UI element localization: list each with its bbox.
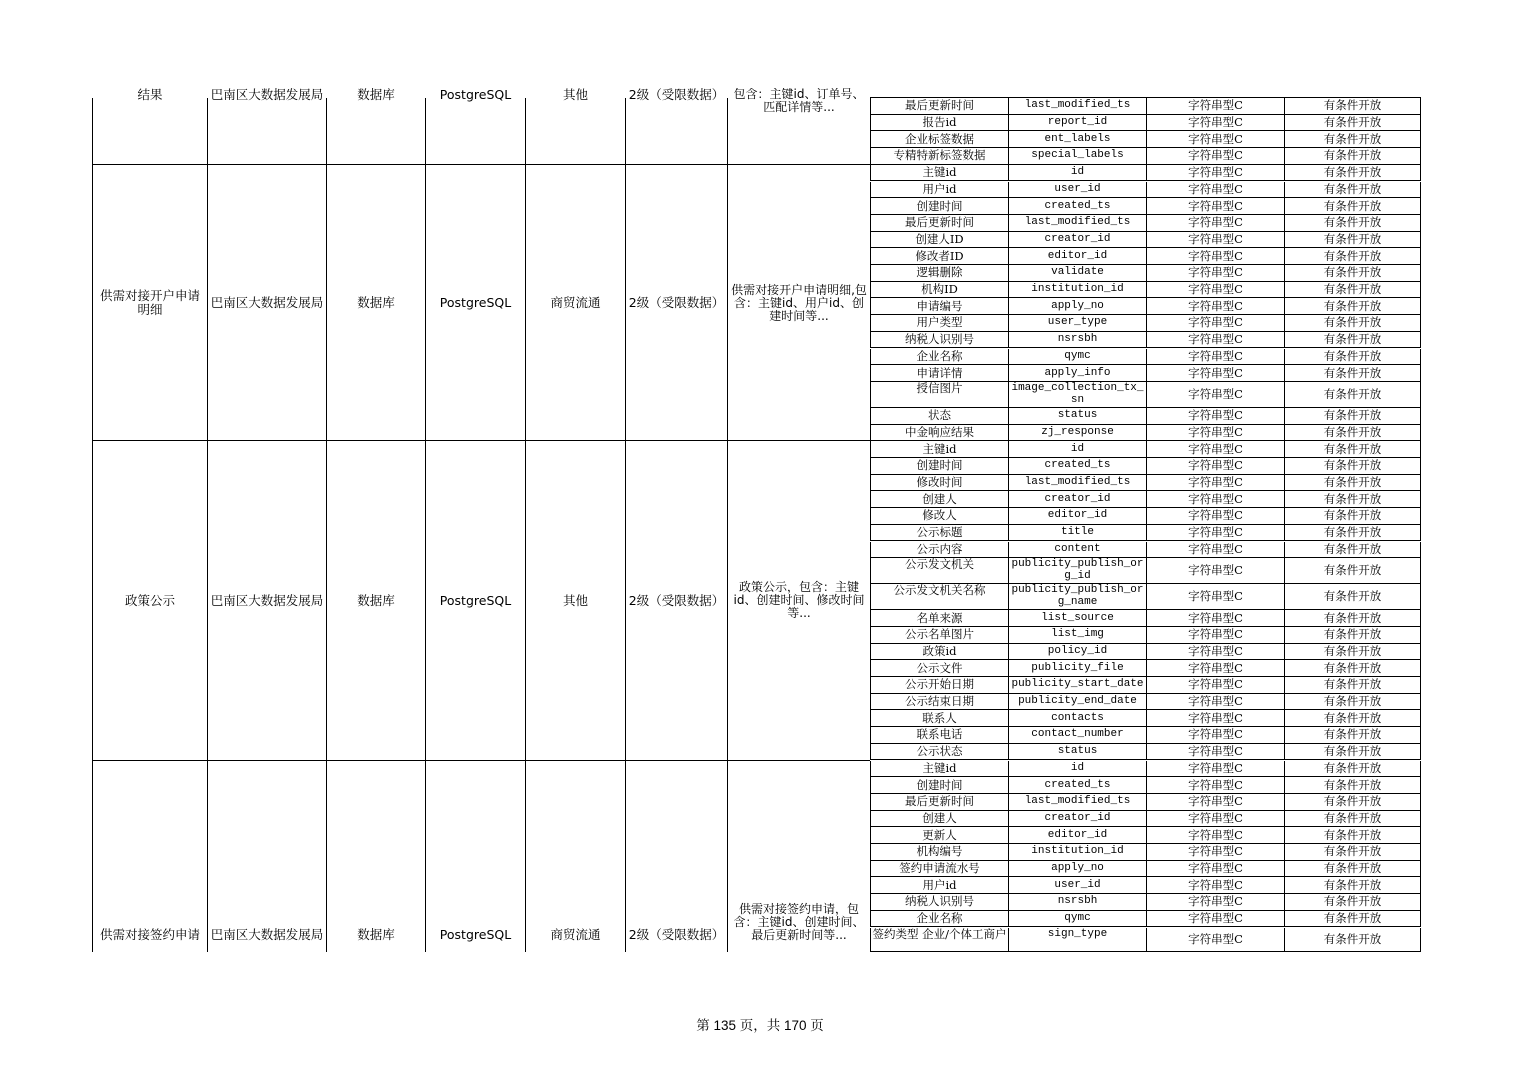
field-row [870, 542, 1421, 559]
field-en-name: list_source [1008, 610, 1146, 626]
field-row [870, 911, 1421, 928]
field-share-type: 有条件开放 [1284, 744, 1421, 760]
field-en-name: content [1008, 542, 1146, 558]
field-data-type: 字符串型C [1146, 542, 1284, 558]
field-row [870, 710, 1421, 727]
field-en-name: nsrsbh [1008, 894, 1146, 910]
field-row [870, 382, 1421, 408]
field-row [870, 491, 1421, 508]
field-cn-name: 公示状态 [870, 744, 1008, 760]
field-row [870, 458, 1421, 475]
field-cn-name: 最后更新时间 [870, 215, 1008, 231]
field-en-name: last_modified_ts [1008, 98, 1146, 114]
field-share-type: 有条件开放 [1284, 165, 1421, 181]
field-cn-name: 企业标签数据 [870, 131, 1008, 147]
field-en-name: last_modified_ts [1008, 794, 1146, 810]
field-en-name: contact_number [1008, 727, 1146, 743]
field-share-type: 有条件开放 [1284, 382, 1421, 407]
field-en-name: editor_id [1008, 827, 1146, 843]
field-data-type: 字符串型C [1146, 382, 1284, 407]
field-row [870, 861, 1421, 878]
field-en-name: status [1008, 408, 1146, 424]
field-cn-name: 主键id [870, 165, 1008, 181]
field-en-name: created_ts [1008, 458, 1146, 474]
field-en-name: publicity_publish_org_id [1008, 558, 1146, 583]
field-share-type: 有条件开放 [1284, 727, 1421, 743]
resource-type: 数据库 [357, 926, 395, 942]
field-en-name: publicity_start_date [1008, 677, 1146, 693]
field-en-name: publicity_file [1008, 660, 1146, 676]
field-share-type: 有条件开放 [1284, 644, 1421, 660]
field-cn-name: 企业名称 [870, 911, 1008, 927]
field-data-type: 字符串型C [1146, 861, 1284, 877]
field-row [870, 694, 1421, 711]
description: 供需对接签约申请，包含：主键id、创建时间、最后更新时间等... [733, 901, 865, 942]
field-share-type: 有条件开放 [1284, 315, 1421, 331]
field-en-name: policy_id [1008, 644, 1146, 660]
field-data-type: 字符串型C [1146, 794, 1284, 810]
org-name: 巴南区大数据发展局 [210, 88, 324, 102]
field-share-type: 有条件开放 [1284, 248, 1421, 264]
field-data-type: 字符串型C [1146, 182, 1284, 198]
field-row [870, 115, 1421, 132]
field-data-type: 字符串型C [1146, 215, 1284, 231]
field-en-name: institution_id [1008, 844, 1146, 860]
field-en-name: id [1008, 165, 1146, 181]
security-level: 2级（受限数据） [628, 592, 725, 608]
field-share-type: 有条件开放 [1284, 584, 1421, 609]
field-en-name: last_modified_ts [1008, 215, 1146, 231]
field-data-type: 字符串型C [1146, 165, 1284, 181]
field-share-type: 有条件开放 [1284, 827, 1421, 843]
field-en-name: special_labels [1008, 148, 1146, 164]
field-share-type: 有条件开放 [1284, 627, 1421, 643]
field-data-type: 字符串型C [1146, 315, 1284, 331]
field-share-type: 有条件开放 [1284, 877, 1421, 893]
field-cn-name: 更新人 [870, 827, 1008, 843]
field-row [870, 644, 1421, 661]
field-data-type: 字符串型C [1146, 98, 1284, 114]
field-share-type: 有条件开放 [1284, 811, 1421, 827]
field-en-name: title [1008, 525, 1146, 541]
field-en-name: report_id [1008, 115, 1146, 131]
field-en-name: status [1008, 744, 1146, 760]
field-share-type: 有条件开放 [1284, 660, 1421, 676]
field-cn-name: 签约类型 企业/个体工商户 [870, 928, 1008, 951]
field-cn-name: 最后更新时间 [870, 98, 1008, 114]
field-share-type: 有条件开放 [1284, 558, 1421, 583]
field-share-type: 有条件开放 [1284, 298, 1421, 314]
field-cn-name: 用户类型 [870, 315, 1008, 331]
field-share-type: 有条件开放 [1284, 265, 1421, 281]
field-data-type: 字符串型C [1146, 627, 1284, 643]
field-share-type: 有条件开放 [1284, 282, 1421, 298]
field-cn-name: 授信图片 [870, 382, 1008, 407]
field-data-type: 字符串型C [1146, 744, 1284, 760]
field-data-type: 字符串型C [1146, 558, 1284, 583]
field-data-type: 字符串型C [1146, 677, 1284, 693]
field-row [870, 298, 1421, 315]
field-cn-name: 创建人ID [870, 232, 1008, 248]
field-row [870, 441, 1421, 458]
field-data-type: 字符串型C [1146, 475, 1284, 491]
field-cn-name: 联系人 [870, 710, 1008, 726]
field-en-name: zj_response [1008, 425, 1146, 441]
field-cn-name: 最后更新时间 [870, 794, 1008, 810]
description: 包含：主键id、订单号、匹配详情等... [733, 88, 865, 114]
field-cn-name: 公示结束日期 [870, 694, 1008, 710]
field-data-type: 字符串型C [1146, 441, 1284, 457]
field-data-type: 字符串型C [1146, 877, 1284, 893]
field-share-type: 有条件开放 [1284, 425, 1421, 441]
field-share-type: 有条件开放 [1284, 458, 1421, 474]
field-cn-name: 纳税人识别号 [870, 894, 1008, 910]
field-data-type: 字符串型C [1146, 777, 1284, 793]
field-row [870, 844, 1421, 861]
db-type: PostgreSQL [439, 592, 512, 608]
field-cn-name: 申请编号 [870, 298, 1008, 314]
field-cn-name: 用户id [870, 182, 1008, 198]
field-cn-name: 公示名单图片 [870, 627, 1008, 643]
field-list-top-border [870, 97, 1421, 98]
field-share-type: 有条件开放 [1284, 215, 1421, 231]
field-data-type: 字符串型C [1146, 894, 1284, 910]
category: 其他 [562, 88, 588, 102]
field-row [870, 660, 1421, 677]
field-row [870, 315, 1421, 332]
field-share-type: 有条件开放 [1284, 761, 1421, 777]
field-cn-name: 创建时间 [870, 777, 1008, 793]
field-share-type: 有条件开放 [1284, 861, 1421, 877]
field-data-type: 字符串型C [1146, 710, 1284, 726]
group-divider [92, 164, 870, 165]
field-row [870, 877, 1421, 894]
field-cn-name: 主键id [870, 761, 1008, 777]
table-name: 结果 [137, 88, 163, 102]
field-row [870, 282, 1421, 299]
category: 商贸流通 [550, 926, 601, 942]
field-en-name: publicity_end_date [1008, 694, 1146, 710]
field-en-name: creator_id [1008, 232, 1146, 248]
field-en-name: creator_id [1008, 811, 1146, 827]
field-share-type: 有条件开放 [1284, 694, 1421, 710]
field-cn-name: 签约申请流水号 [870, 861, 1008, 877]
description: 供需对接开户申请明细,包含：主键id、用户id、创建时间等... [731, 282, 867, 323]
field-data-type: 字符串型C [1146, 148, 1284, 164]
field-cn-name: 用户id [870, 877, 1008, 893]
field-cn-name: 政策id [870, 644, 1008, 660]
field-row [870, 425, 1421, 442]
field-cn-name: 申请详情 [870, 365, 1008, 381]
field-row [870, 508, 1421, 525]
table-name: 供需对接签约申请 [99, 926, 200, 942]
field-cn-name: 公示标题 [870, 525, 1008, 541]
field-share-type: 有条件开放 [1284, 777, 1421, 793]
field-cn-name: 状态 [870, 408, 1008, 424]
field-cn-name: 公示文件 [870, 660, 1008, 676]
field-row [870, 744, 1421, 761]
field-cn-name: 机构ID [870, 282, 1008, 298]
db-type: PostgreSQL [439, 926, 512, 942]
field-data-type: 字符串型C [1146, 811, 1284, 827]
field-data-type: 字符串型C [1146, 727, 1284, 743]
field-share-type: 有条件开放 [1284, 542, 1421, 558]
field-data-type: 字符串型C [1146, 660, 1284, 676]
field-row [870, 627, 1421, 644]
field-cn-name: 创建时间 [870, 198, 1008, 214]
field-en-name: image_collection_tx_sn [1008, 382, 1146, 407]
field-row [870, 677, 1421, 694]
column-divider [425, 98, 426, 952]
field-share-type: 有条件开放 [1284, 131, 1421, 147]
field-row [870, 408, 1421, 425]
column-divider [525, 98, 526, 952]
field-row [870, 198, 1421, 215]
field-data-type: 字符串型C [1146, 298, 1284, 314]
field-data-type: 字符串型C [1146, 761, 1284, 777]
category: 商贸流通 [550, 295, 601, 311]
description: 政策公示，包含：主键id、创建时间、修改时间等... [733, 580, 865, 621]
field-cn-name: 创建人 [870, 811, 1008, 827]
field-data-type: 字符串型C [1146, 408, 1284, 424]
field-share-type: 有条件开放 [1284, 182, 1421, 198]
field-row [870, 525, 1421, 542]
field-share-type: 有条件开放 [1284, 610, 1421, 626]
field-share-type: 有条件开放 [1284, 794, 1421, 810]
field-cn-name: 机构编号 [870, 844, 1008, 860]
field-share-type: 有条件开放 [1284, 198, 1421, 214]
field-row [870, 215, 1421, 232]
field-data-type: 字符串型C [1146, 491, 1284, 507]
group-divider [92, 440, 870, 441]
field-data-type: 字符串型C [1146, 332, 1284, 348]
org-name: 巴南区大数据发展局 [210, 295, 324, 311]
field-share-type: 有条件开放 [1284, 677, 1421, 693]
field-share-type: 有条件开放 [1284, 115, 1421, 131]
field-data-type: 字符串型C [1146, 827, 1284, 843]
field-share-type: 有条件开放 [1284, 408, 1421, 424]
field-row [870, 827, 1421, 844]
field-data-type: 字符串型C [1146, 610, 1284, 626]
field-row [870, 928, 1421, 952]
field-row [870, 365, 1421, 382]
field-share-type: 有条件开放 [1284, 98, 1421, 114]
column-divider [207, 98, 208, 952]
field-en-name: editor_id [1008, 508, 1146, 524]
resource-type: 数据库 [357, 295, 395, 311]
field-share-type: 有条件开放 [1284, 525, 1421, 541]
field-row [870, 475, 1421, 492]
field-cn-name: 联系电话 [870, 727, 1008, 743]
field-share-type: 有条件开放 [1284, 475, 1421, 491]
field-en-name: list_img [1008, 627, 1146, 643]
field-en-name: created_ts [1008, 777, 1146, 793]
field-row [870, 811, 1421, 828]
field-share-type: 有条件开放 [1284, 928, 1421, 951]
field-en-name: institution_id [1008, 282, 1146, 298]
field-row [870, 182, 1421, 199]
resource-type: 数据库 [357, 592, 395, 608]
field-en-name: created_ts [1008, 198, 1146, 214]
security-level: 2级（受限数据） [628, 88, 725, 102]
field-cn-name: 公示发文机关 [870, 558, 1008, 583]
page-footer: 第 135 页，共 170 页 [696, 1018, 824, 1033]
field-cn-name: 创建人 [870, 491, 1008, 507]
security-level: 2级（受限数据） [628, 926, 725, 942]
column-divider [92, 98, 93, 952]
field-row [870, 584, 1421, 610]
field-cn-name: 公示内容 [870, 542, 1008, 558]
category: 其他 [562, 592, 588, 608]
db-type: PostgreSQL [439, 88, 512, 102]
field-en-name: qymc [1008, 911, 1146, 927]
field-data-type: 字符串型C [1146, 844, 1284, 860]
field-cn-name: 修改时间 [870, 475, 1008, 491]
field-row [870, 165, 1421, 182]
field-data-type: 字符串型C [1146, 425, 1284, 441]
field-data-type: 字符串型C [1146, 911, 1284, 927]
field-share-type: 有条件开放 [1284, 710, 1421, 726]
field-data-type: 字符串型C [1146, 458, 1284, 474]
db-type: PostgreSQL [439, 295, 512, 311]
field-share-type: 有条件开放 [1284, 844, 1421, 860]
field-en-name: apply_info [1008, 365, 1146, 381]
field-share-type: 有条件开放 [1284, 911, 1421, 927]
field-row [870, 248, 1421, 265]
resource-type: 数据库 [357, 88, 395, 102]
field-en-name: user_id [1008, 877, 1146, 893]
field-row [870, 332, 1421, 349]
table-name: 供需对接开户申请明细 [99, 288, 200, 318]
field-data-type: 字符串型C [1146, 115, 1284, 131]
field-row [870, 232, 1421, 249]
field-share-type: 有条件开放 [1284, 332, 1421, 348]
field-cn-name: 报告id [870, 115, 1008, 131]
field-share-type: 有条件开放 [1284, 894, 1421, 910]
security-level: 2级（受限数据） [628, 295, 725, 311]
field-data-type: 字符串型C [1146, 282, 1284, 298]
field-data-type: 字符串型C [1146, 694, 1284, 710]
field-row [870, 265, 1421, 282]
field-en-name: ent_labels [1008, 131, 1146, 147]
field-en-name: user_id [1008, 182, 1146, 198]
field-cn-name: 修改者ID [870, 248, 1008, 264]
field-cn-name: 专精特新标签数据 [870, 148, 1008, 164]
field-en-name: publicity_publish_org_name [1008, 584, 1146, 609]
table-name: 政策公示 [124, 592, 175, 608]
field-cn-name: 企业名称 [870, 349, 1008, 365]
field-en-name: sign_type [1008, 928, 1146, 951]
field-en-name: id [1008, 441, 1146, 457]
field-share-type: 有条件开放 [1284, 148, 1421, 164]
field-en-name: user_type [1008, 315, 1146, 331]
field-cn-name: 纳税人识别号 [870, 332, 1008, 348]
org-name: 巴南区大数据发展局 [210, 592, 324, 608]
field-data-type: 字符串型C [1146, 508, 1284, 524]
field-en-name: editor_id [1008, 248, 1146, 264]
field-en-name: last_modified_ts [1008, 475, 1146, 491]
field-row [870, 610, 1421, 627]
field-data-type: 字符串型C [1146, 349, 1284, 365]
field-en-name: contacts [1008, 710, 1146, 726]
column-divider [727, 98, 728, 952]
field-data-type: 字符串型C [1146, 265, 1284, 281]
field-cn-name: 修改人 [870, 508, 1008, 524]
field-cn-name: 名单来源 [870, 610, 1008, 626]
field-data-type: 字符串型C [1146, 365, 1284, 381]
field-cn-name: 公示发文机关名称 [870, 584, 1008, 609]
field-en-name: apply_no [1008, 861, 1146, 877]
field-share-type: 有条件开放 [1284, 441, 1421, 457]
field-row [870, 727, 1421, 744]
field-cn-name: 中金响应结果 [870, 425, 1008, 441]
field-cn-name: 主键id [870, 441, 1008, 457]
field-en-name: apply_no [1008, 298, 1146, 314]
field-share-type: 有条件开放 [1284, 365, 1421, 381]
field-cn-name: 逻辑删除 [870, 265, 1008, 281]
field-data-type: 字符串型C [1146, 644, 1284, 660]
field-row [870, 558, 1421, 584]
field-share-type: 有条件开放 [1284, 349, 1421, 365]
field-row [870, 131, 1421, 148]
field-row [870, 777, 1421, 794]
field-share-type: 有条件开放 [1284, 232, 1421, 248]
field-data-type: 字符串型C [1146, 198, 1284, 214]
group-divider [92, 760, 870, 761]
field-data-type: 字符串型C [1146, 232, 1284, 248]
field-row [870, 98, 1421, 115]
field-en-name: id [1008, 761, 1146, 777]
field-row [870, 794, 1421, 811]
field-data-type: 字符串型C [1146, 928, 1284, 951]
field-share-type: 有条件开放 [1284, 491, 1421, 507]
field-en-name: creator_id [1008, 491, 1146, 507]
field-cn-name: 创建时间 [870, 458, 1008, 474]
field-row [870, 349, 1421, 366]
field-row [870, 894, 1421, 911]
field-share-type: 有条件开放 [1284, 508, 1421, 524]
field-en-name: nsrsbh [1008, 332, 1146, 348]
org-name: 巴南区大数据发展局 [210, 926, 324, 942]
column-divider [326, 98, 327, 952]
field-en-name: qymc [1008, 349, 1146, 365]
field-data-type: 字符串型C [1146, 131, 1284, 147]
field-data-type: 字符串型C [1146, 525, 1284, 541]
field-cn-name: 公示开始日期 [870, 677, 1008, 693]
field-data-type: 字符串型C [1146, 584, 1284, 609]
field-row [870, 761, 1421, 778]
field-data-type: 字符串型C [1146, 248, 1284, 264]
field-en-name: validate [1008, 265, 1146, 281]
column-divider [625, 98, 626, 952]
field-row [870, 148, 1421, 165]
